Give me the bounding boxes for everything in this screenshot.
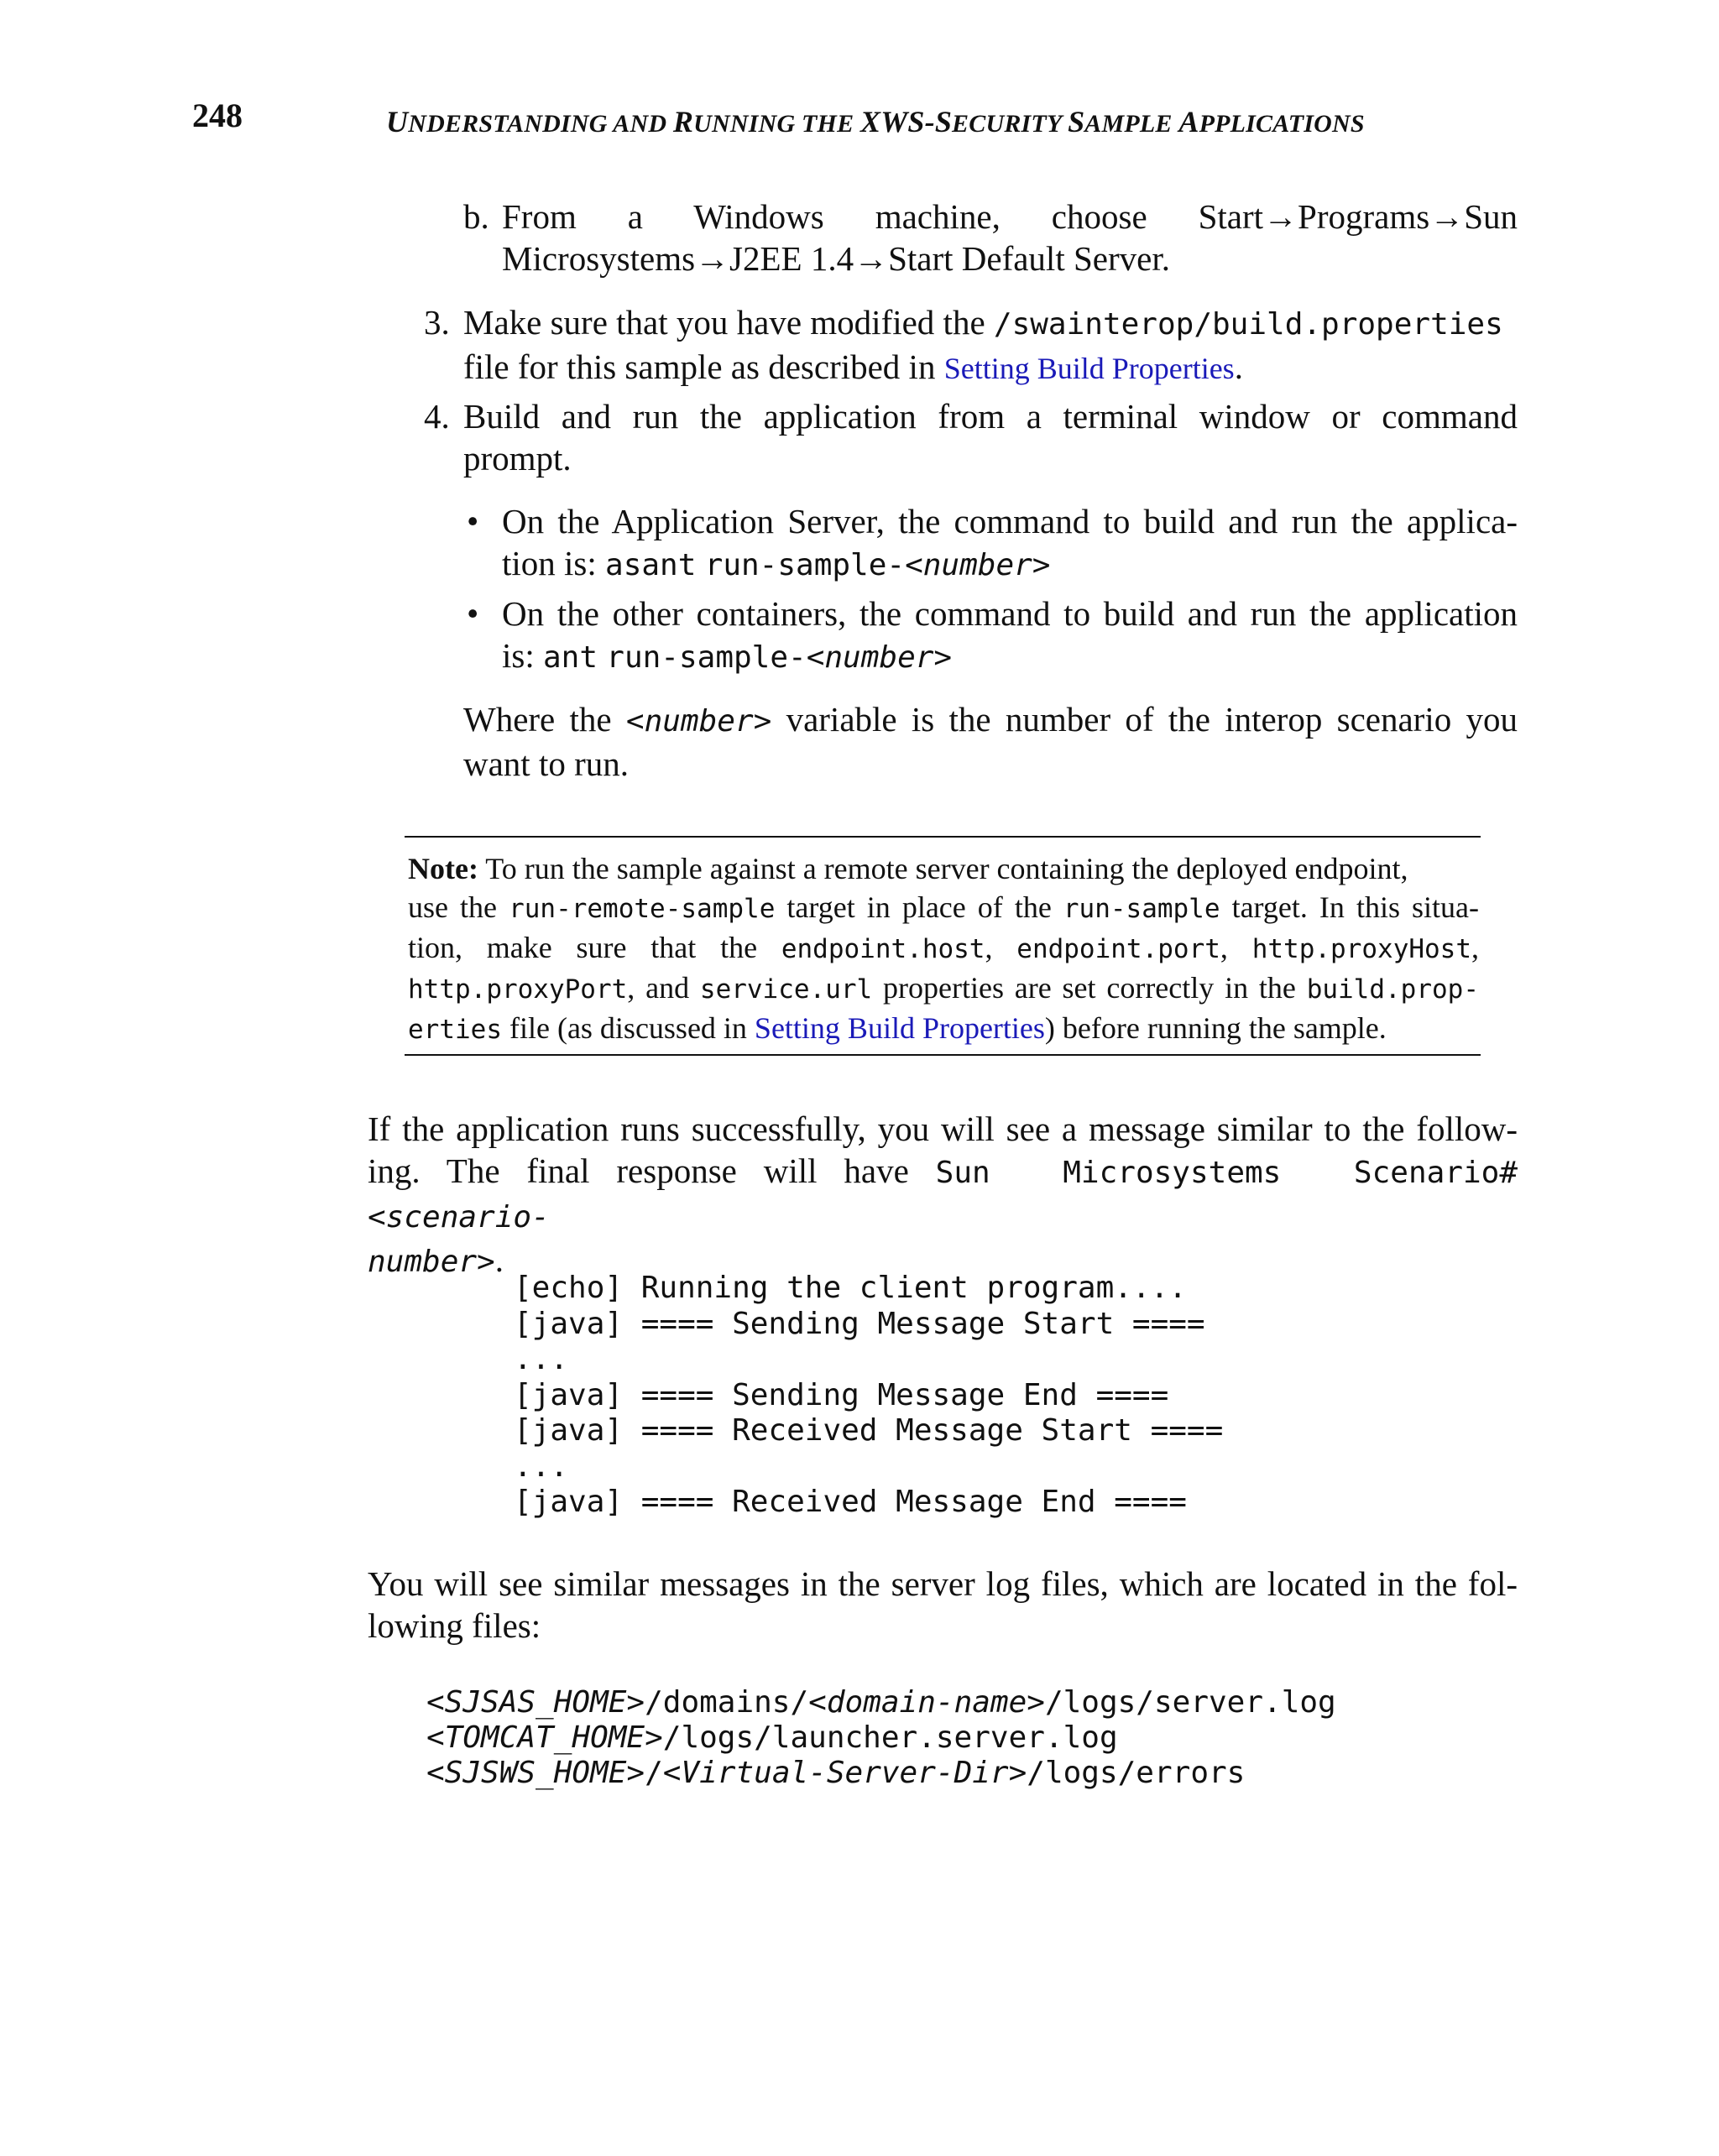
console-line: [echo] Running the client program....	[514, 1271, 1187, 1305]
console-line: [java] ==== Received Message End ====	[514, 1485, 1187, 1519]
log-path: <SJSAS_HOME>/domains/<domain-name>/logs/server.log	[426, 1685, 1336, 1720]
step-4-text: Build and run the application from a terminal window or command prompt.	[463, 397, 1518, 478]
note-bottom-rule	[405, 1054, 1481, 1056]
step-4-label: 4.	[424, 397, 450, 436]
console-line: ...	[514, 1342, 569, 1376]
console-line: [java] ==== Received Message Start ====	[514, 1413, 1224, 1448]
bullet-marker: •	[467, 502, 479, 540]
logs-paragraph: You will see similar messages in the server log files, which are located in the fol- lowing files:	[368, 1564, 1518, 1645]
bullet-asant: On the Application Server, the command to build and run the applica- tion is: asant run-sample-<number>	[502, 502, 1518, 582]
console-line: ...	[514, 1449, 569, 1484]
console-output-block	[514, 1271, 1223, 1521]
step-3-label: 3.	[424, 303, 450, 342]
page-number: 248	[192, 97, 243, 134]
note-setting-build-properties-link[interactable]: Setting Build Properties	[754, 1011, 1045, 1045]
setting-build-properties-link[interactable]: Setting Build Properties	[943, 352, 1235, 385]
step-b-text: From a Windows machine, choose Start→Programs→Sun Microsystems→J2EE 1.4→Start Default Server.	[502, 197, 1518, 278]
note-label: Note:	[408, 852, 478, 885]
log-path: <TOMCAT_HOME>/logs/launcher.server.log	[426, 1720, 1118, 1755]
step-b-label: b.	[463, 197, 489, 236]
success-paragraph: If the application runs successfully, you will see a message similar to the follow- ing. The final response will have Sun Microsystems Scenario#<scenario- number>.	[368, 1109, 1518, 1279]
bullet-marker: •	[467, 594, 479, 633]
note-top-rule	[405, 836, 1481, 838]
console-line: [java] ==== Sending Message End ====	[514, 1377, 1169, 1412]
note-box: Note: To run the sample against a remote server containing the deployed endpoint, use the run-remote-sample target in place of the run-sample target. In this situa- tion, make sure that the endpoint.host, endpoint.port, http.proxyHost, http.proxyPort, and service.url properties are set correctly in the build.prop- erties file (as discussed in Setting Build Properties) before running the sample.	[408, 852, 1480, 1045]
log-path: <SJSWS_HOME>/<Virtual-Server-Dir>/logs/errors	[426, 1756, 1246, 1790]
log-paths-block	[426, 1685, 1336, 1791]
build-properties-path: /swainterop/build.properties	[993, 307, 1503, 342]
bullet-ant: On the other containers, the command to build and run the application is: ant run-sample-<number>	[502, 594, 1518, 675]
step-3-text: Make sure that you have modified the /swainterop/build.properties file for this sample as described in Setting Build Properties.	[463, 303, 1503, 386]
where-paragraph: Where the <number> variable is the number of the interop scenario you want to run.	[463, 700, 1518, 783]
console-line: [java] ==== Sending Message Start ====	[514, 1306, 1205, 1341]
running-header: UNDERSTANDING AND RUNNING THE XWS-SECURITY SAMPLE APPLICATIONS	[386, 105, 1365, 138]
